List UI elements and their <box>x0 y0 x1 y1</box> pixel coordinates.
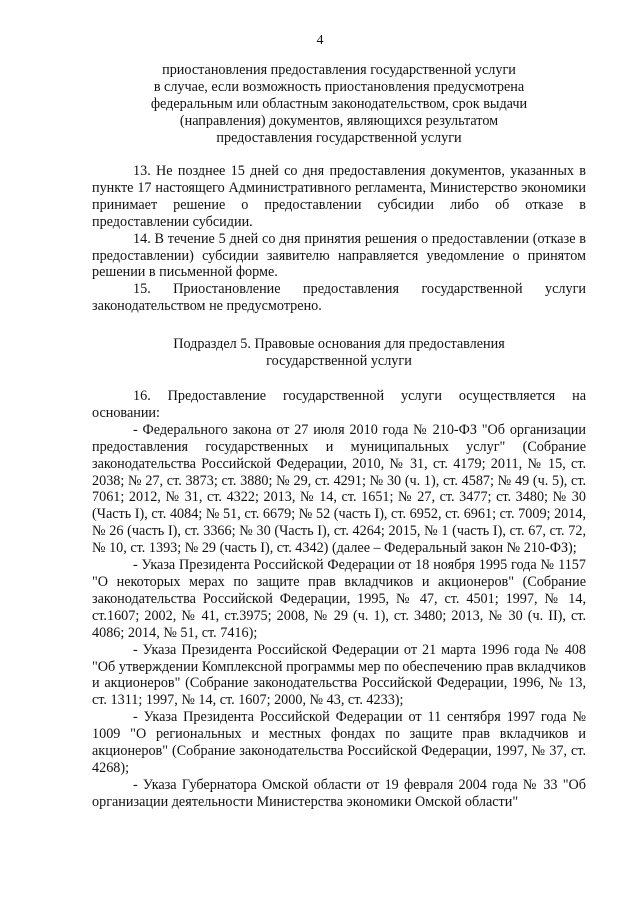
subsection-heading <box>92 336 586 370</box>
heading-line: в случае, если возможность приостановления предусмотрена <box>153 78 525 95</box>
paragraph-15: 15. Приостановление предоставления государственной услуги законодательством не предусмотрено. <box>92 281 586 315</box>
legal-basis-item: - Федерального закона от 27 июля 2010 года № 210-ФЗ "Об организации предоставления государственных и муниципальных услуг" (Собрание законодательства Российской Федерации, 2010, № 31, ст. 4179; 2011, № 15, ст. 2038; № 27, ст. 3873; ст. 3880; № 29, ст. 4291; № 30 (ч. 1), ст. 4587; № 49 (ч. 5), ст. 7061; 2012, № 31, ст. 4322; 2013, № 14, ст. 1651; № 27, ст. 3477; ст. 3480; № 30 (Часть I), ст. 4084; № 51, ст. 6679; № 52 (часть I), ст. 6952, ст. 6961; ст. 7009; 2014, № 26 (часть I), ст. 3366; № 30 (Часть I), ст. 4264; 2015, № 1 (часть I), ст. 67, ст. 72, № 10, ст. 1393; № 29 (часть I), ст. 4342) (далее – Федеральный закон № 210-ФЗ); <box>92 421 586 557</box>
subsection-heading-line: Подраздел 5. Правовые основания для предоставления <box>173 336 505 352</box>
heading-line: приостановления предоставления государственной услуги <box>162 62 516 78</box>
heading-line: федеральным или областным законодательством, срок выдачи <box>150 95 528 112</box>
paragraphs-13-15 <box>92 163 586 315</box>
paragraph-13: 13. Не позднее 15 дней со дня предоставления документов, указанных в пункте 17 настоящего Административного регламента, Министерство экономики принимает решение о предоставлении субсидии либо об отказе в предоставлении субсидии. <box>92 163 586 230</box>
heading-line: (направления) документов, являющихся результатом <box>179 112 499 129</box>
page-number: 4 <box>316 33 324 48</box>
paragraph-16-intro: 16. Предоставление государственной услуги осуществляется на основании: <box>92 388 586 421</box>
legal-basis-item: - Указа Президента Российской Федерации от 18 ноября 1995 года № 1157 "О некоторых мерах по защите прав вкладчиков и акционеров" (Собрание законодательства Российской Федерации, 1995, № 47, ст. 4501; 1997, № 14, ст.1607; 2002, № 41, ст.3975; 2008, № 29 (ч. 1), ст. 3480; 2013, № 30 (ч. II), ст. 4086; 2014, № 51, ст. 7416); <box>92 557 586 641</box>
subsection-heading-line: государственной услуги <box>266 352 412 369</box>
section-heading-continuation <box>92 62 586 147</box>
paragraphs-16 <box>92 388 586 811</box>
legal-basis-item: - Указа Губернатора Омской области от 19 февраля 2004 года № 33 "Об организации деятельности Министерства экономики Омской области" <box>92 776 586 810</box>
legal-basis-item: - Указа Президента Российской Федерации от 21 марта 1996 года № 408 "Об утверждении Комплексной программы мер по обеспечению прав вкладчиков и акционеров" (Собрание законодательства Российской Федерации, 1996, № 13, ст. 1311; 1997, № 14, ст. 1607; 2000, № 43, ст. 4233); <box>92 641 586 709</box>
heading-line: предоставления государственной услуги <box>216 129 462 146</box>
paragraph-14: 14. В течение 5 дней со дня принятия решения о предоставлении (отказе в предоставлении) субсидии заявителю направляется уведомление о принятом решении в письменной форме. <box>92 230 586 281</box>
legal-basis-item: - Указа Президента Российской Федерации от 11 сентября 1997 года № 1009 "О региональных и местных фондах по защите прав вкладчиков и акционеров" (Собрание законодательства Российской Федерации, 1997, № 37, ст. 4268); <box>92 709 586 776</box>
